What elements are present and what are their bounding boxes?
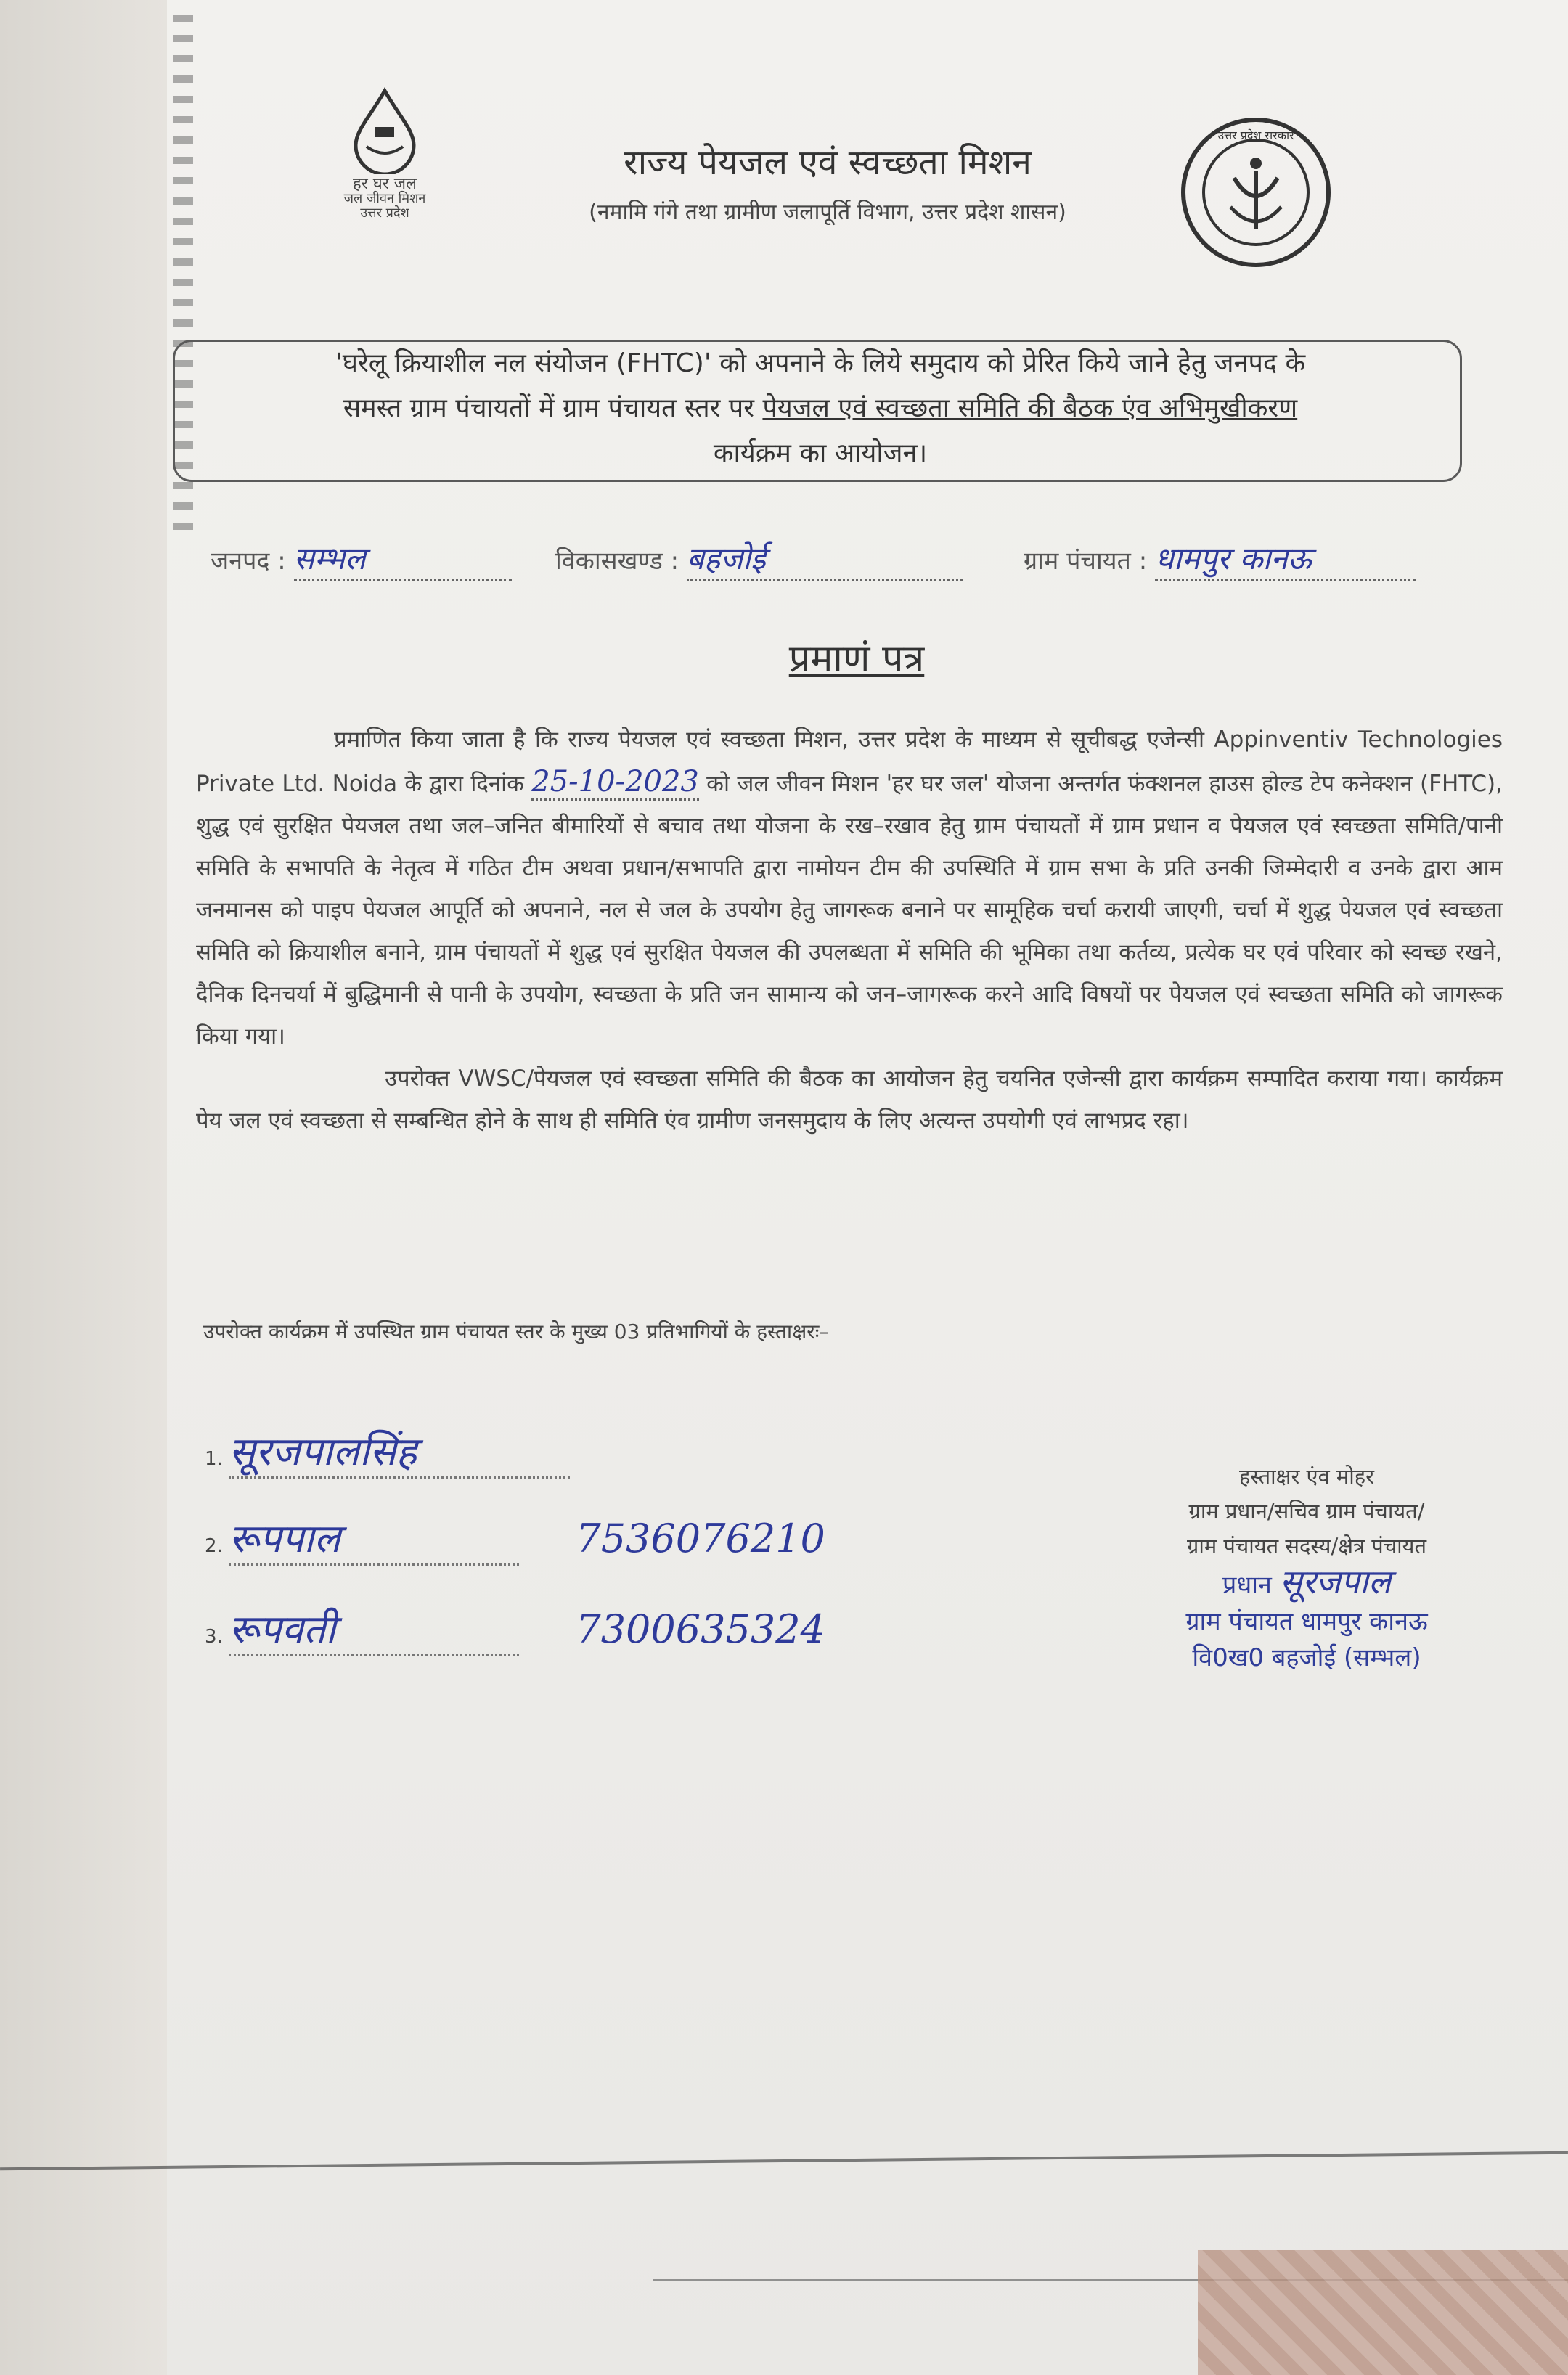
participant-number: 3. [205,1626,223,1648]
banner-line2-prefix: समस्त ग्राम पंचायतों में ग्राम पंचायत स्तर पर [343,393,754,423]
participant-number: 1. [205,1448,223,1470]
certificate-date: 25-10-2023 [531,765,699,801]
banner-line2-underlined: पेयजल एवं स्वच्छता समिति की बैठक एंव अभिमुखीकरण [762,393,1298,423]
certificate-p1-b: को जल जीवन मिशन 'हर घर जल' योजना अन्तर्गत फंक्शनल हाउस होल्ड टेप कनेक्शन (FHTC), शुद्ध एवं सुरक्षित पेयजल तथा जल–जनित बीमारियों से बचाव तथा योजना के रख–रखाव हेतु ग्राम पंचायतों में ग्राम प्रधान व पेयजल एवं स्वच्छता समिति/पानी समिति के सभापति के नेतृत्व में गठित टीम अथवा प्रधान/सभापति द्वारा नामोयन टीम की उपस्थिति में ग्राम सभा के प्रति उनकी जिम्मेदारी व उनके द्वारा आम जनमानस को पाइप पेयजल आपूर्ति को अपनाने, नल से जल के उपयोग हेतु जागरूक बनाने पर सामूहिक चर्चा करायी जाएगी, चर्चा में शुद्ध पेयजल एवं स्वच्छता समिति को क्रियाशील बनाने, ग्राम पंचायतों में शुद्ध एवं सुरक्षित पेयजल की उपलब्धता में समिति की भूमिका तथा कर्तव्य, प्रत्येक घर एवं परिवार को स्वच्छ रखने, दैनिक दिनचर्या में बुद्धिमानी से पानी के उपयोग, स्वच्छता के प्रति जन सामान्य को जन–जागरूक करने आदि विषयों पर पेयजल एवं स्वच्छता समिति को जागरूक किया गया। [196,771,1503,1050]
certificate-heading: प्रमाणं पत्र [788,637,925,681]
banner-line1: 'घरेलू क्रियाशील नल संयोजन (FHTC)' को अपनाने के लिये समुदाय को प्रेरित किये जाने हेतु जनपद के [335,348,1306,378]
water-drop-icon [345,87,425,174]
panchayat-field [1024,537,1416,581]
logo-sub2: उत्तर प्रदेश [360,205,409,221]
participant-number: 2. [205,1535,223,1557]
participants-intro: उपरोक्त कार्यक्रम में उपस्थित ग्राम पंचायत स्तर के मुख्य 03 प्रतिभागियों के हस्ताक्षरः– [203,1320,830,1344]
banner-line2 [189,386,1452,431]
seal-text: उत्तर प्रदेश सरकार [1217,128,1294,142]
participant-signature: रूपवती [229,1601,519,1656]
stamp-line3: ग्राम पंचायत सदस्य/क्षेत्र पंचायत [1186,1534,1427,1558]
district-value: सम्भल [293,541,366,576]
participant-row [205,1601,825,1656]
program-banner-text [189,341,1452,476]
seal-title: प्रधान [1222,1571,1272,1600]
stamp-line2: ग्राम प्रधान/सचिव ग्राम पंचायत/ [1188,1499,1425,1524]
logo-tagline: हर घर जल [353,175,417,193]
certificate-p1-a: प्रमाणित किया जाता है कि राज्य पेयजल एवं स्वच्छता मिशन, उत्तर प्रदेश के माध्यम से सूचीबद्ध एजेन्सी Appinventiv Technologies Private Ltd. Noida के द्वारा दिनांक [196,727,1503,797]
page-subtitle: (नमामि गंगे तथा ग्रामीण जलापूर्ति विभाग, उत्तर प्रदेश शासन) [589,200,1066,225]
panchayat-label: ग्राम पंचायत : [1024,547,1148,576]
banner-line3: कार्यक्रम का आयोजन। [713,438,928,468]
block-field [555,537,963,581]
participant-row [205,1510,825,1566]
seal-line1 [1074,1563,1539,1603]
background-fabric [1198,2250,1568,2375]
participant-row [205,1423,570,1479]
participant-phone: 7300635324 [576,1606,825,1652]
pradhan-signature: सूरजपाल [1279,1562,1392,1601]
seal-line2: ग्राम पंचायत धामपुर कानऊ [1185,1607,1428,1636]
har-ghar-jal-logo [319,87,450,232]
logo-sub1: जल जीवन मिशन [343,191,426,206]
district-field [211,537,512,581]
stamp-block [1074,1459,1539,1676]
page-title: राज्य पेयजल एवं स्वच्छता मिशन [624,142,1032,183]
certificate-p2: उपरोक्त VWSC/पेयजल एवं स्वच्छता समिति की बैठक का आयोजन हेतु चयनित एजेन्सी द्वारा कार्यक्रम सम्पादित कराया गया। कार्यक्रम पेय जल एवं स्वच्छता से सम्बन्धित होने के साथ ही समिति एंव ग्रामीण जनसमुदाय के लिए अत्यन्त उपयोगी एवं लाभप्रद रहा। [196,1066,1503,1134]
seal-line3: वि0ख0 बहजोई (सम्भल) [1192,1643,1421,1672]
participant-phone: 7536076210 [576,1516,825,1561]
page-edge [0,0,167,2375]
participant-signature: सूरजपालसिंह [229,1423,570,1479]
participant-signature: रूपपाल [229,1510,519,1566]
block-label: विकासखण्ड : [555,547,679,576]
block-value: बहजोई [686,541,766,576]
district-label: जनपद : [211,547,286,576]
panchayat-value: धामपुर कानऊ [1155,541,1312,576]
certificate-body [196,719,1503,1142]
stamp-line1: हस्ताक्षर एंव मोहर [1238,1464,1375,1489]
